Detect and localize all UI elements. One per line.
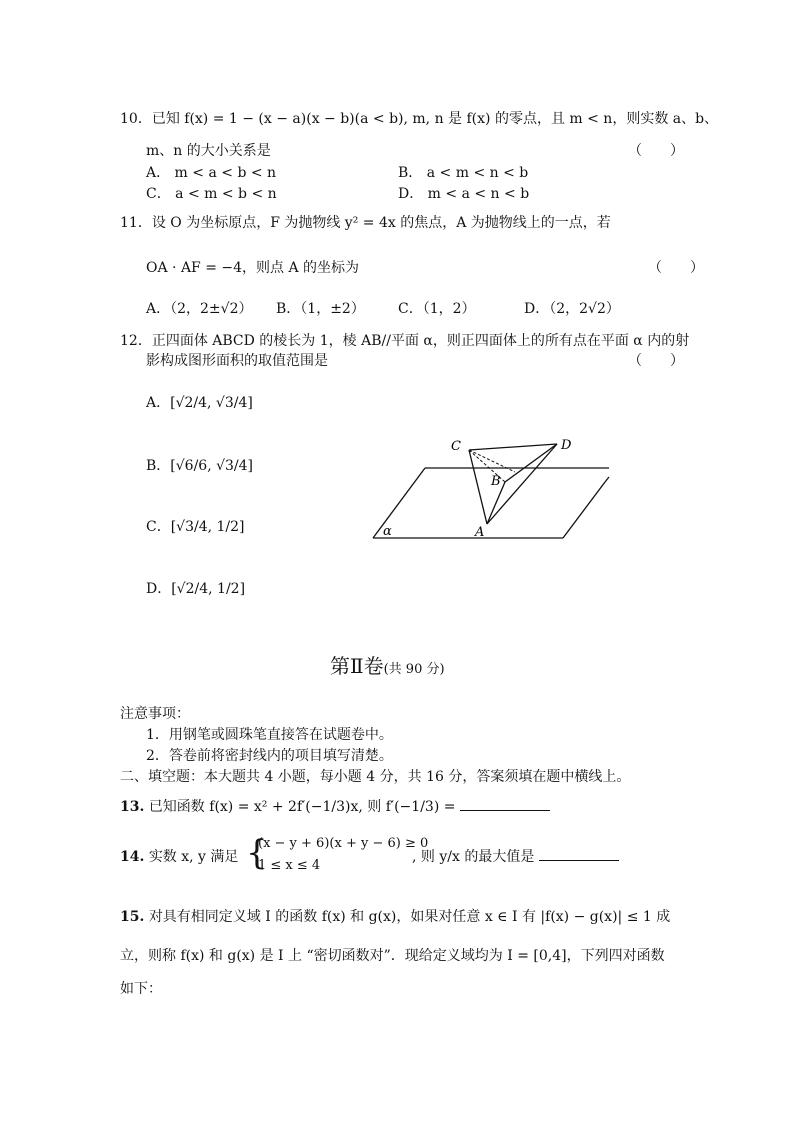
fig-label-alpha: α xyxy=(383,524,392,539)
q12-option-c: C．[√3/4, 1/2] xyxy=(146,519,245,535)
q12-option-b: B．[√6/6, √3/4] xyxy=(146,458,254,474)
notes-item-2: 2．答卷前将密封线内的项目填写清楚。 xyxy=(146,748,393,764)
q15-line1 xyxy=(120,906,670,926)
q11-stem-line1: 11．设 O 为坐标原点，F 为抛物线 y² = 4x 的焦点，A 为抛物线上的一点，若 xyxy=(120,215,611,231)
q14 xyxy=(120,846,238,866)
q10-answer-paren: （ ） xyxy=(628,143,684,159)
q10-option-a: A． m < a < b < n xyxy=(146,165,277,181)
q11-answer-paren: （ ） xyxy=(648,260,704,276)
notes-heading: 注意事项： xyxy=(120,706,190,722)
q11-option-c: C．（1，2） xyxy=(398,301,476,317)
q10-option-b: B． a < m < n < b xyxy=(398,165,529,181)
q12-option-d: D．[√2/4, 1/2] xyxy=(146,581,246,597)
fig-label-d: D xyxy=(561,438,572,453)
q10-option-c: C． a < m < b < n xyxy=(146,186,277,202)
q14-brace: { xyxy=(246,833,268,873)
q13-answer-blank[interactable] xyxy=(460,809,550,811)
section-title-sub: (共 90 分) xyxy=(383,662,445,677)
part2-heading: 二、填空题：本大题共 4 小题，每小题 4 分，共 16 分，答案须填在题中横线上。 xyxy=(120,769,631,785)
q14-answer-blank[interactable] xyxy=(539,859,619,861)
q11-option-a: A．（2，2±√2） xyxy=(146,301,253,317)
q14-post xyxy=(412,846,619,866)
q11-stem-line2: OA · AF = −4，则点 A 的坐标为 xyxy=(146,260,360,276)
q15-number: 15. xyxy=(120,909,145,925)
notes-item-1: 1．用钢笔或圆珠笔直接答在试题卷中。 xyxy=(146,727,393,743)
q12-option-a: A．[√2/4, √3/4] xyxy=(146,395,253,411)
q14-pre: 实数 x, y 满足 xyxy=(148,849,239,865)
q15-line3: 如下： xyxy=(120,981,162,997)
fig-label-a: A xyxy=(475,525,485,540)
q11-option-d: D．（2，2√2） xyxy=(524,301,620,317)
q10-option-d: D． m < a < n < b xyxy=(398,186,530,202)
q14-post-text: , 则 y/x 的最大值是 xyxy=(412,849,535,865)
q12-stem-line2: 影构成图形面积的取值范围是 xyxy=(146,353,328,369)
fig-label-b: B xyxy=(491,474,501,489)
q13 xyxy=(120,796,550,816)
q10-stem-line1: 10．已知 f(x) = 1 − (x − a)(x − b)(a < b), m, n 是 f(x) 的零点，且 m < n，则实数 a、b、 xyxy=(120,111,719,127)
section-title-main: 第Ⅱ卷 xyxy=(330,654,384,678)
tetrahedron-figure xyxy=(365,432,625,552)
q13-number: 13. xyxy=(120,799,145,815)
q10-stem-line2: m、n 的大小关系是 xyxy=(146,143,271,159)
q15-line1-text: 对具有相同定义域 I 的函数 f(x) 和 g(x)，如果对任意 x ∈ I 有 |f(x) − g(x)| ≤ 1 成 xyxy=(148,909,671,925)
q12-answer-paren: （ ） xyxy=(628,353,684,369)
fig-label-c: C xyxy=(451,439,461,454)
section-title xyxy=(330,650,445,679)
q13-text: 已知函数 f(x) = x² + 2f′(−1/3)x, 则 f′(−1/3) = xyxy=(148,799,456,815)
q14-condition-2: 1 ≤ x ≤ 4 xyxy=(258,858,321,873)
q14-condition-1: (x − y + 6)(x + y − 6) ≥ 0 xyxy=(258,836,429,851)
q15-line2: 立，则称 f(x) 和 g(x) 是 I 上 “密切函数对”．现给定义域均为 I = [0,4]，下列四对函数 xyxy=(120,948,665,964)
q14-number: 14. xyxy=(120,849,145,865)
q12-stem-line1: 12．正四面体 ABCD 的棱长为 1，棱 AB//平面 α，则正四面体上的所有点在平面 α 内的射 xyxy=(120,333,690,349)
q11-option-b: B．（1，±2） xyxy=(276,301,365,317)
